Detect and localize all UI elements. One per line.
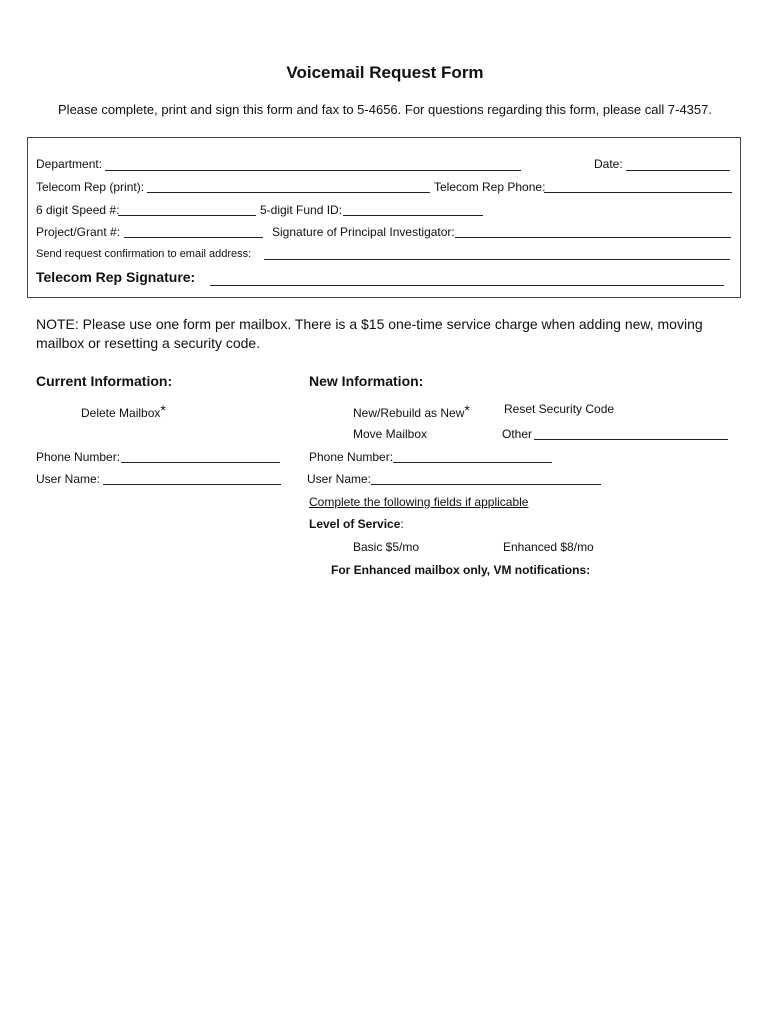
level-of-service-label: Level of Service bbox=[309, 517, 401, 531]
move-mailbox-option[interactable]: Move Mailbox bbox=[353, 427, 428, 441]
signature-pi-label: Signature of Principal Investigator: bbox=[272, 225, 455, 239]
speed-label: 6 digit Speed #: bbox=[36, 203, 120, 217]
new-info-heading: New Information: bbox=[309, 373, 424, 389]
telecom-rep-print-field[interactable] bbox=[147, 192, 430, 193]
telecom-rep-phone-label: Telecom Rep Phone: bbox=[434, 180, 546, 194]
other-label: Other bbox=[502, 427, 533, 441]
speed-field[interactable] bbox=[118, 215, 256, 216]
asterisk-mark: * bbox=[464, 402, 470, 418]
new-user-label: User Name: bbox=[307, 472, 372, 486]
enhanced-service-option[interactable]: Enhanced $8/mo bbox=[503, 540, 594, 554]
level-of-service-colon: : bbox=[400, 517, 404, 531]
date-label: Date: bbox=[594, 157, 623, 171]
project-grant-label: Project/Grant #: bbox=[36, 225, 121, 239]
level-of-service-heading bbox=[309, 517, 404, 531]
basic-service-option[interactable]: Basic $5/mo bbox=[353, 540, 420, 554]
reset-security-code-option[interactable]: Reset Security Code bbox=[504, 402, 615, 416]
current-phone-label: Phone Number: bbox=[36, 450, 121, 464]
signature-pi-field[interactable] bbox=[455, 237, 731, 238]
email-confirm-label: Send request confirmation to email address: bbox=[36, 248, 252, 260]
telecom-rep-signature-label: Telecom Rep Signature: bbox=[36, 269, 196, 285]
current-user-field[interactable] bbox=[103, 484, 281, 485]
new-rebuild-label: New/Rebuild as New bbox=[353, 406, 465, 420]
department-label: Department: bbox=[36, 157, 103, 171]
complete-fields-note: Complete the following fields if applicable bbox=[309, 495, 529, 509]
telecom-rep-print-label: Telecom Rep (print): bbox=[36, 180, 145, 194]
intro-text: Please complete, print and sign this form and fax to 5-4656. For questions regarding this form, please call 7-4357. bbox=[58, 102, 712, 117]
delete-mailbox-option[interactable] bbox=[81, 402, 166, 420]
department-field[interactable] bbox=[105, 170, 521, 171]
asterisk-mark: * bbox=[160, 402, 166, 418]
telecom-rep-phone-field[interactable] bbox=[544, 192, 732, 193]
delete-mailbox-label: Delete Mailbox bbox=[81, 406, 161, 420]
page-title: Voicemail Request Form bbox=[286, 63, 484, 82]
fund-id-field[interactable] bbox=[343, 215, 483, 216]
note-text: NOTE: Please use one form per mailbox. There is a $15 one-time service charge when adding new, moving mailbox or resetting a security code. bbox=[36, 316, 703, 351]
current-user-label: User Name: bbox=[36, 472, 101, 486]
other-field[interactable] bbox=[534, 439, 728, 440]
email-confirm-field[interactable] bbox=[264, 259, 730, 260]
project-grant-field[interactable] bbox=[124, 237, 263, 238]
current-info-heading: Current Information: bbox=[36, 373, 173, 389]
new-user-field[interactable] bbox=[371, 484, 601, 485]
current-phone-field[interactable] bbox=[121, 462, 280, 463]
new-phone-label: Phone Number: bbox=[309, 450, 394, 464]
new-phone-field[interactable] bbox=[393, 462, 552, 463]
vm-notifications-label: For Enhanced mailbox only, VM notifications: bbox=[331, 563, 591, 577]
telecom-rep-signature-field[interactable] bbox=[210, 285, 724, 286]
fund-id-label: 5-digit Fund ID: bbox=[260, 203, 343, 217]
date-field[interactable] bbox=[626, 170, 730, 171]
new-rebuild-option[interactable] bbox=[353, 402, 470, 420]
